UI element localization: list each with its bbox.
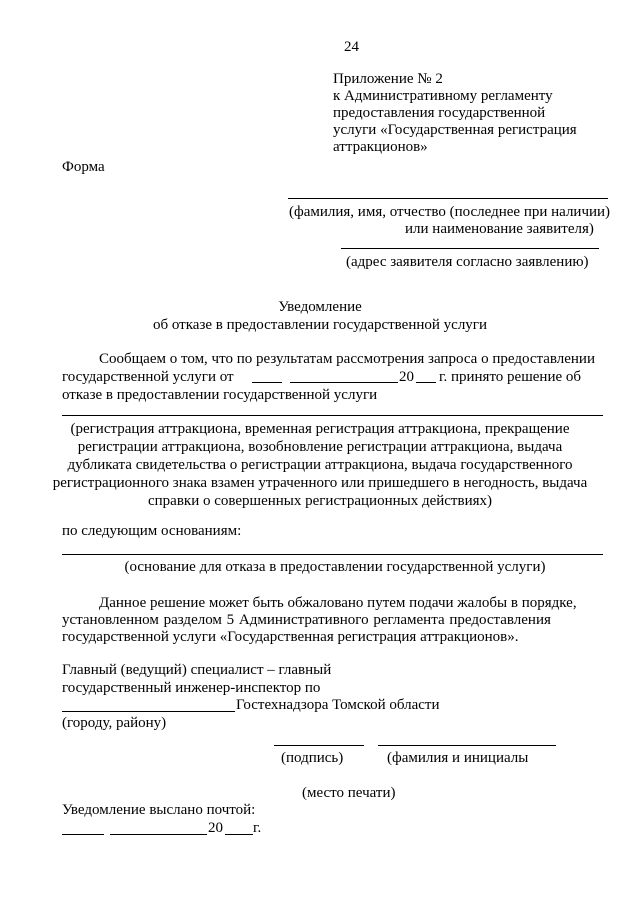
mail-month-blank[interactable] [110, 834, 207, 835]
appeal-line-1: Данное решение может быть обжаловано путем подачи жалобы в порядке, [99, 595, 577, 611]
appendix-line-3: предоставления государственной [333, 105, 546, 121]
seal-caption: (место печати) [302, 785, 396, 801]
intro-year-prefix: 20 [399, 369, 414, 385]
district-blank[interactable] [62, 711, 235, 712]
mail-year-suffix: г. [253, 820, 262, 836]
grounds-label: по следующим основаниям: [62, 523, 242, 539]
signatory-line-2: государственный инженер-инспектор по [62, 680, 321, 696]
mail-day-blank[interactable] [62, 834, 104, 835]
appeal-line-2: установленном разделом 5 Административного регламента предоставления [62, 612, 551, 628]
grounds-caption: (основание для отказа в предоставлении государственной услуги) [124, 559, 546, 575]
request-day-blank[interactable] [252, 382, 282, 383]
service-type-line[interactable] [62, 415, 603, 416]
appendix-line-4: услуги «Государственная регистрация [333, 122, 577, 138]
mail-label: Уведомление выслано почтой: [62, 802, 256, 818]
intro-line-2-end: г. принято решение об [439, 369, 582, 385]
signature-line[interactable] [274, 745, 364, 746]
initials-caption: (фамилия и инициалы [387, 750, 529, 766]
mail-year-prefix: 20 [208, 820, 223, 836]
request-year-blank[interactable] [416, 382, 436, 383]
service-caption-line-5: справки о совершенных регистрационных действиях) [147, 493, 492, 509]
notice-subtitle: об отказе в предоставлении государственной услуги [152, 317, 487, 333]
grounds-line[interactable] [62, 554, 603, 555]
appendix-line-1: Приложение № 2 [333, 71, 443, 87]
signatory-line-4: (городу, району) [62, 715, 167, 731]
applicant-name-line[interactable] [288, 198, 608, 199]
signatory-line-3: Гостехнадзора Томской области [236, 697, 440, 713]
form-label: Форма [62, 159, 105, 175]
applicant-name-caption-2: или наименование заявителя) [405, 221, 594, 237]
intro-line-2-start: государственной услуги от [62, 369, 234, 385]
appendix-line-5: аттракционов» [333, 139, 428, 155]
applicant-name-caption-1: (фамилия, имя, отчество (последнее при наличии) [289, 204, 611, 220]
service-caption-line-4: регистрационного знака взамен утраченного или пришедшего в негодность, выдача [52, 475, 588, 491]
service-caption-line-3: дубликата свидетельства о регистрации аттракциона, выдача государственного [67, 457, 573, 473]
appendix-line-2: к Административному регламенту [333, 88, 553, 104]
page-number: 24 [344, 39, 359, 55]
signatory-line-1: Главный (ведущий) специалист – главный [62, 662, 332, 678]
service-caption-line-2: регистрации аттракциона, возобновление регистрации аттракциона, выдача [77, 439, 563, 455]
appeal-line-3: государственной услуги «Государственная регистрация аттракционов». [62, 629, 519, 645]
applicant-address-caption: (адрес заявителя согласно заявлению) [346, 254, 589, 270]
signature-caption: (подпись) [281, 750, 344, 766]
request-month-blank[interactable] [290, 382, 398, 383]
initials-line[interactable] [378, 745, 556, 746]
service-caption-line-1: (регистрация аттракциона, временная регистрация аттракциона, прекращение [70, 421, 570, 437]
intro-line-1: Сообщаем о том, что по результатам рассмотрения запроса о предоставлении [99, 351, 595, 367]
notice-title: Уведомление [278, 299, 362, 315]
mail-year-blank[interactable] [225, 834, 253, 835]
intro-line-3: отказе в предоставлении государственной услуги [62, 387, 378, 403]
applicant-address-line[interactable] [341, 248, 599, 249]
